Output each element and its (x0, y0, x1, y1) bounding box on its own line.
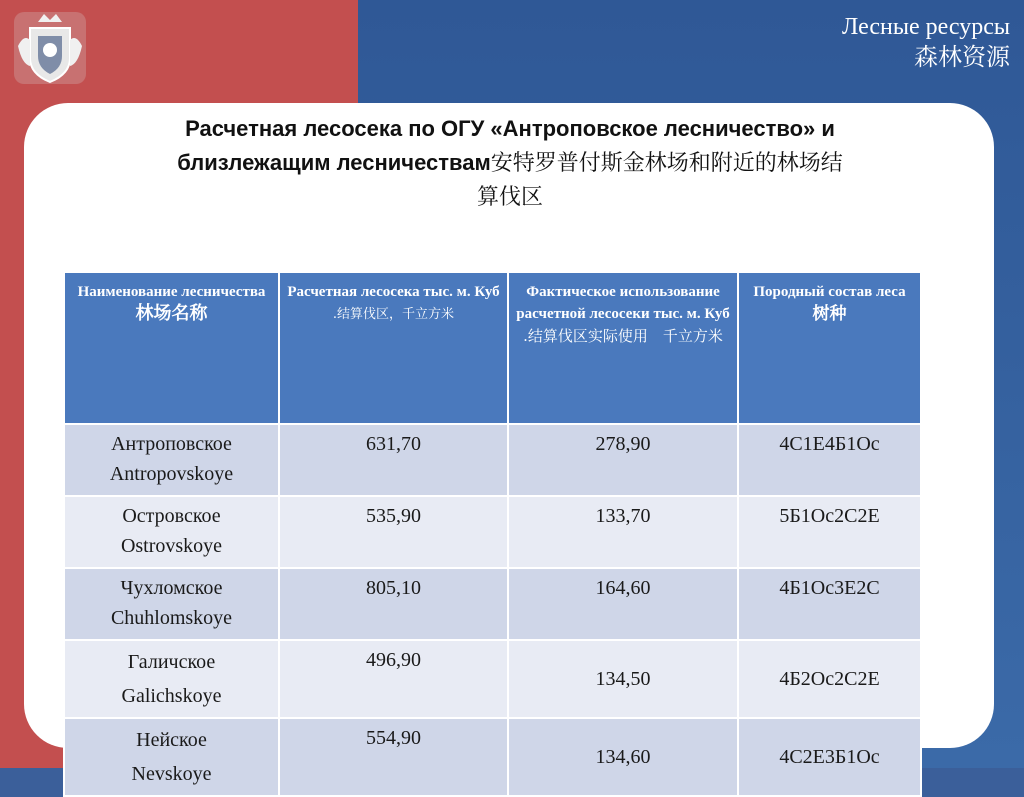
forestry-name-en: Chuhlomskoye (110, 607, 233, 629)
cell-allowable-cut: 631,70 (279, 424, 508, 496)
column-header-actual-use-ru: Фактическое использование расчетной лесосеки тыс. м. Куб (516, 284, 730, 322)
cell-composition: 5Б1Ос2С2Е (738, 496, 921, 568)
column-header-composition-cn: 树种 (812, 304, 847, 324)
forestry-name-ru: Чухломское (120, 577, 223, 599)
table-row (64, 568, 921, 640)
column-header-name-cn: 林场名称 (135, 303, 208, 324)
cell-allowable-cut: 805,10 (279, 568, 508, 640)
forestry-name-ru: Островское (122, 505, 221, 527)
cell-forestry-name (64, 640, 279, 718)
slide-title-line2-cn: 安特罗普付斯金林场和附近的林场结 (490, 151, 843, 176)
table-header-row (64, 272, 921, 424)
slide-title-line3: 算伐区 (476, 185, 543, 210)
header-title-ru: Лесные ресурсы (842, 14, 1010, 40)
forestry-name-en: Antropovskoye (109, 463, 234, 485)
table-row (64, 496, 921, 568)
column-header-name-ru: Наименование лесничества (77, 284, 266, 300)
table-row (64, 718, 921, 796)
cell-composition: 4С1Е4Б1Ос (738, 424, 921, 496)
slide-title-line1: Расчетная лесосека по ОГУ «Антроповское лесничество» и (185, 116, 835, 141)
cell-allowable-cut: 554,90 (279, 718, 508, 796)
logging-data-table (63, 271, 922, 797)
forestry-name-en: Ostrovskoye (120, 535, 223, 557)
column-header-name (64, 272, 279, 424)
cell-actual-use: 134,50 (508, 640, 738, 718)
forestry-name-ru: Антроповское (111, 433, 232, 455)
cell-actual-use: 278,90 (508, 424, 738, 496)
forestry-name-ru: Галичское (127, 651, 216, 673)
cell-forestry-name (64, 496, 279, 568)
cell-allowable-cut: 535,90 (279, 496, 508, 568)
column-header-actual-use-cn: .结算伐区实际使用 千立方米 (523, 327, 723, 345)
column-header-allowable-cut-cn: .结算伐区，千立方米 (332, 307, 455, 322)
cell-actual-use: 134,60 (508, 718, 738, 796)
cell-composition: 4С2Е3Б1Ос (738, 718, 921, 796)
cell-composition: 4Б2Ос2С2Е (738, 640, 921, 718)
cell-actual-use: 133,70 (508, 496, 738, 568)
slide-title-line2-ru: близлежащим лесничествам (177, 150, 491, 175)
header-title (842, 12, 1010, 72)
header-title-cn: 森林资源 (914, 43, 1010, 71)
cell-forestry-name (64, 718, 279, 796)
column-header-composition (738, 272, 921, 424)
cell-forestry-name (64, 424, 279, 496)
coat-of-arms-icon (8, 6, 92, 90)
cell-composition: 4Б1Ос3Е2С (738, 568, 921, 640)
column-header-allowable-cut (279, 272, 508, 424)
table-row (64, 640, 921, 718)
forestry-name-ru: Нейское (136, 729, 207, 751)
column-header-allowable-cut-ru: Расчетная лесосека тыс. м. Куб (287, 284, 500, 300)
cell-forestry-name (64, 568, 279, 640)
cell-allowable-cut: 496,90 (279, 640, 508, 718)
table-row (64, 424, 921, 496)
cell-actual-use: 164,60 (508, 568, 738, 640)
forestry-name-en: Galichskoye (121, 685, 222, 707)
column-header-actual-use (508, 272, 738, 424)
column-header-composition-ru: Породный состав леса (753, 284, 906, 300)
forestry-name-en: Nevskoye (131, 763, 212, 785)
slide-title (60, 112, 960, 215)
